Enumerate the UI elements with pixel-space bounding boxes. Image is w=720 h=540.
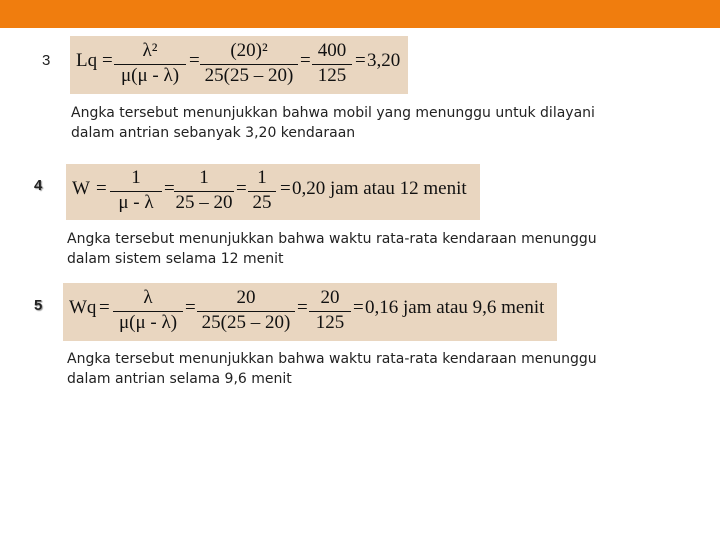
explanation-line: dalam antrian selama 9,6 menit bbox=[67, 371, 292, 387]
fraction-denominator: 25(25 – 20) bbox=[201, 312, 291, 333]
fraction-simplified bbox=[312, 40, 352, 90]
formula-result: 3,20 bbox=[367, 50, 401, 71]
equals-sign: = bbox=[236, 178, 247, 199]
fraction-formula bbox=[113, 287, 183, 337]
fraction-denominator: 25(25 – 20) bbox=[204, 65, 294, 86]
fraction-denominator: μ(μ - λ) bbox=[120, 65, 180, 86]
fraction-substituted bbox=[174, 167, 234, 217]
fraction-formula bbox=[114, 40, 186, 90]
equals-sign: = bbox=[353, 297, 364, 318]
formula-lhs: Wq bbox=[69, 297, 97, 318]
equals-sign: = bbox=[185, 297, 196, 318]
fraction-numerator: λ bbox=[143, 287, 153, 308]
explanation-text bbox=[67, 229, 597, 269]
explanation-line: Angka tersebut menunjukkan bahwa waktu rata-rata kendaraan menunggu bbox=[67, 351, 597, 367]
fraction-denominator: 125 bbox=[317, 65, 347, 86]
equals-sign: = bbox=[189, 50, 200, 71]
formula-result: 0,16 jam atau 9,6 menit bbox=[365, 297, 545, 318]
explanation-text bbox=[71, 103, 595, 143]
equals-sign: = bbox=[164, 178, 175, 199]
fraction-numerator: 1 bbox=[131, 167, 141, 188]
equals-sign: = bbox=[96, 178, 107, 199]
explanation-text bbox=[67, 349, 597, 389]
fraction-denominator: μ - λ bbox=[118, 192, 154, 213]
formula-lhs: W bbox=[72, 178, 90, 199]
fraction-substituted bbox=[197, 287, 295, 337]
fraction-denominator: 25 bbox=[252, 192, 272, 213]
fraction-denominator: μ(μ - λ) bbox=[118, 312, 178, 333]
explanation-line: Angka tersebut menunjukkan bahwa mobil yang menunggu untuk dilayani bbox=[71, 105, 595, 121]
fraction-simplified bbox=[248, 167, 276, 217]
fraction-formula bbox=[110, 167, 162, 217]
explanation-line: dalam sistem selama 12 menit bbox=[67, 251, 284, 267]
formula-lhs: Lq bbox=[76, 50, 98, 71]
item-number: 5 bbox=[34, 297, 43, 314]
fraction-numerator: (20)² bbox=[230, 40, 268, 61]
fraction-denominator: 125 bbox=[315, 312, 345, 333]
equals-sign: = bbox=[355, 50, 366, 71]
equals-sign: = bbox=[280, 178, 291, 199]
fraction-numerator: 400 bbox=[317, 40, 347, 61]
fraction-denominator: 25 – 20 bbox=[175, 192, 233, 213]
equals-sign: = bbox=[297, 297, 308, 318]
equals-sign: = bbox=[99, 297, 110, 318]
item-number: 4 bbox=[34, 177, 43, 194]
explanation-line: dalam antrian sebanyak 3,20 kendaraan bbox=[71, 125, 356, 141]
fraction-numerator: 20 bbox=[320, 287, 340, 308]
fraction-substituted bbox=[200, 40, 298, 90]
fraction-numerator: 1 bbox=[257, 167, 267, 188]
item-number: 3 bbox=[42, 52, 51, 69]
formula-wq bbox=[63, 283, 557, 341]
equals-sign: = bbox=[102, 50, 113, 71]
equals-sign: = bbox=[300, 50, 311, 71]
fraction-simplified bbox=[309, 287, 351, 337]
formula-lq bbox=[70, 36, 408, 94]
formula-result: 0,20 jam atau 12 menit bbox=[292, 178, 467, 199]
top-accent-bar bbox=[0, 0, 720, 28]
fraction-numerator: 20 bbox=[236, 287, 256, 308]
explanation-line: Angka tersebut menunjukkan bahwa waktu rata-rata kendaraan menunggu bbox=[67, 231, 597, 247]
fraction-numerator: λ² bbox=[142, 40, 158, 61]
fraction-numerator: 1 bbox=[199, 167, 209, 188]
formula-w bbox=[66, 164, 480, 220]
